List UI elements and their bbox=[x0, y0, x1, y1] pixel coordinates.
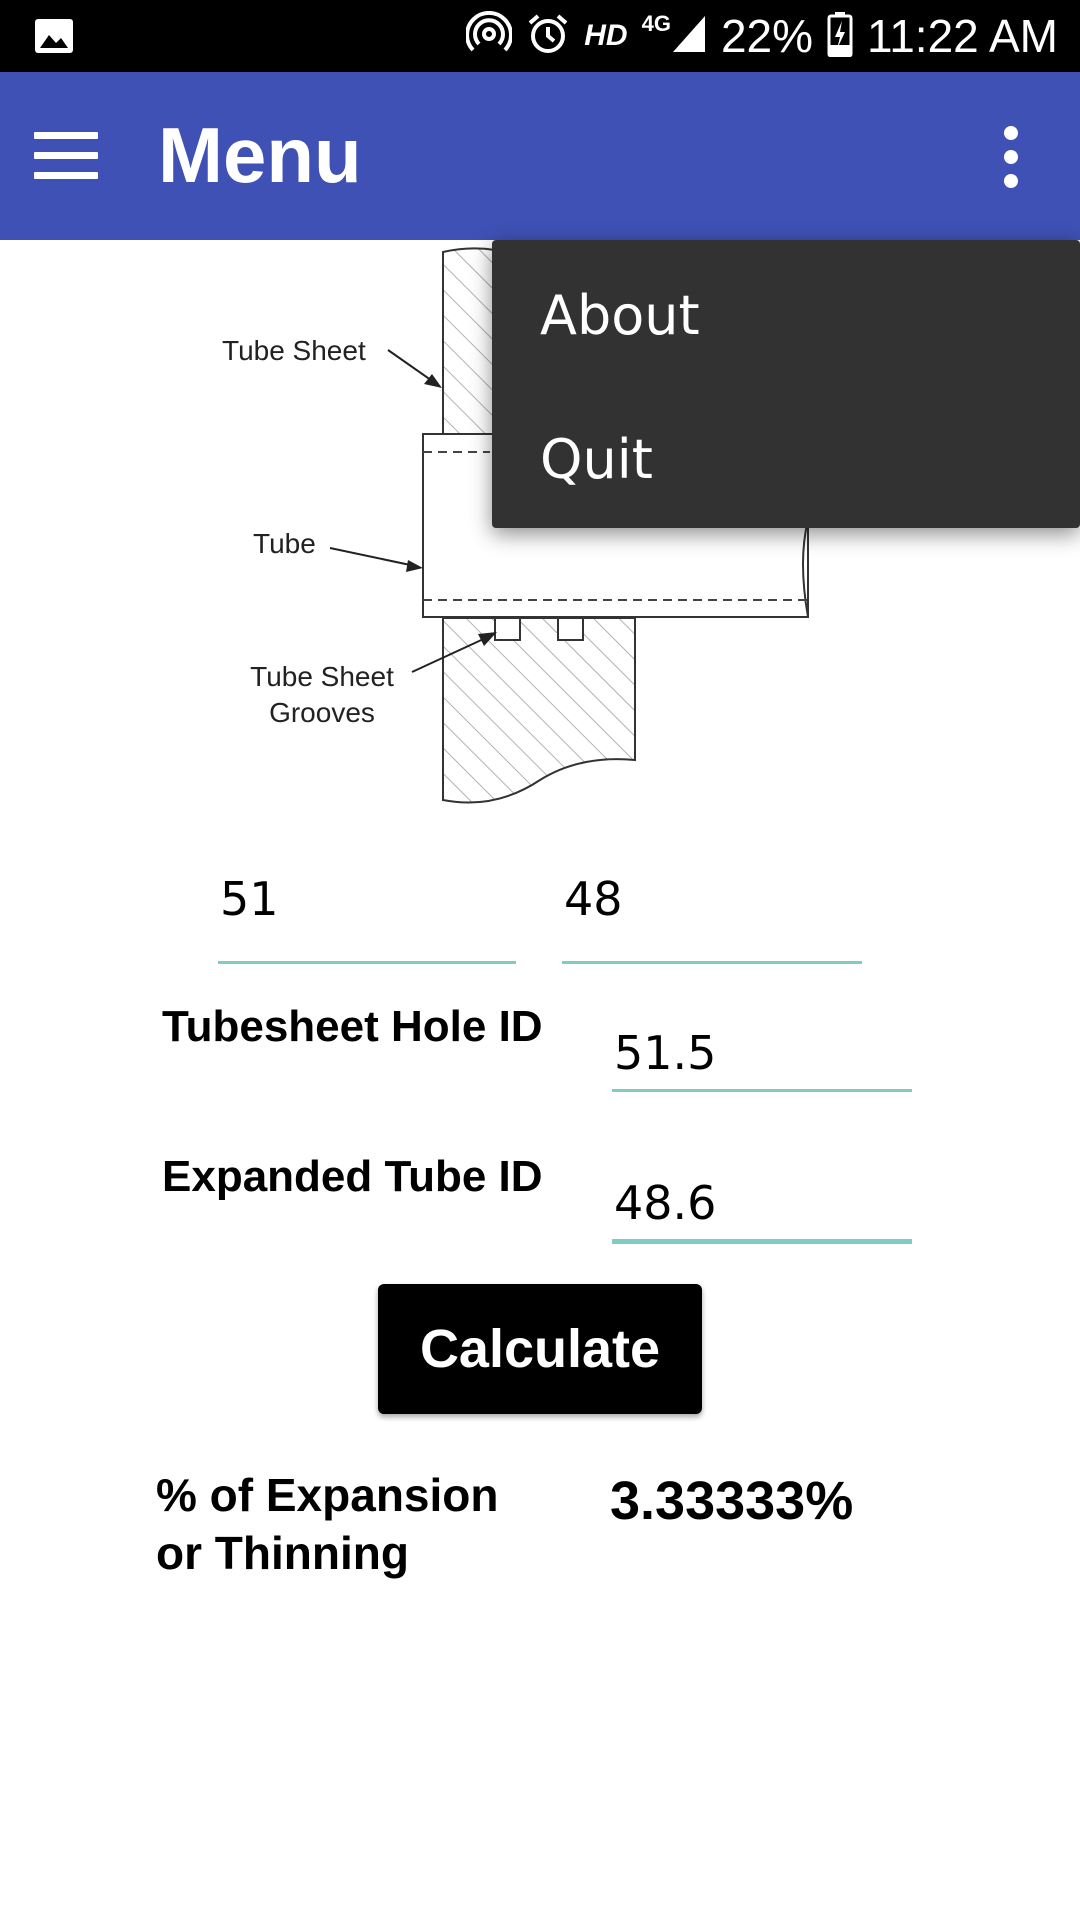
input-field-2[interactable] bbox=[562, 872, 862, 964]
hotspot-icon bbox=[466, 11, 512, 62]
image-icon bbox=[34, 18, 74, 59]
network-type: 4G bbox=[641, 11, 671, 36]
page-title: Menu bbox=[158, 111, 362, 199]
result-label bbox=[156, 1466, 498, 1582]
signal-icon bbox=[671, 14, 707, 59]
label-grooves-1: Tube Sheet bbox=[250, 661, 394, 692]
menu-item-about[interactable]: About bbox=[540, 284, 700, 347]
calculate-button[interactable]: Calculate bbox=[378, 1284, 702, 1414]
input-field-1-value: 51 bbox=[220, 872, 279, 926]
overflow-menu bbox=[492, 240, 1080, 528]
tubesheet-hole-id-label: Tubesheet Hole ID bbox=[162, 1002, 543, 1051]
result-label-line2: or Thinning bbox=[156, 1527, 409, 1579]
app-toolbar bbox=[0, 72, 1080, 240]
alarm-icon bbox=[526, 12, 570, 61]
battery-percent: 22% bbox=[720, 10, 814, 62]
input-field-1[interactable] bbox=[218, 872, 516, 964]
label-tube-sheet: Tube Sheet bbox=[222, 335, 366, 366]
tubesheet-hole-id-input[interactable] bbox=[612, 1022, 912, 1092]
tube-sheet-upper bbox=[443, 248, 495, 434]
tube-sheet-lower bbox=[443, 618, 635, 803]
tubesheet-hole-id-value: 51.5 bbox=[614, 1026, 717, 1080]
groove-2 bbox=[558, 618, 583, 640]
status-bar bbox=[0, 0, 1080, 72]
more-vert-icon[interactable] bbox=[998, 126, 1026, 188]
label-tube: Tube bbox=[253, 528, 316, 559]
expanded-tube-id-value: 48.6 bbox=[614, 1176, 717, 1230]
expanded-tube-id-input[interactable] bbox=[612, 1172, 912, 1244]
menu-item-quit[interactable]: Quit bbox=[540, 428, 653, 491]
hd-indicator: HD bbox=[584, 19, 628, 52]
result-value: 3.33333% bbox=[610, 1471, 854, 1531]
groove-1 bbox=[495, 618, 520, 640]
hamburger-icon[interactable] bbox=[34, 132, 98, 180]
battery-charging-icon bbox=[827, 11, 853, 62]
expanded-tube-id-label: Expanded Tube ID bbox=[162, 1152, 543, 1201]
input-field-2-value: 48 bbox=[564, 872, 623, 926]
result-label-line1: % of Expansion bbox=[156, 1469, 499, 1521]
clock: 11:22 AM bbox=[867, 10, 1058, 62]
label-grooves-2: Grooves bbox=[269, 697, 375, 728]
